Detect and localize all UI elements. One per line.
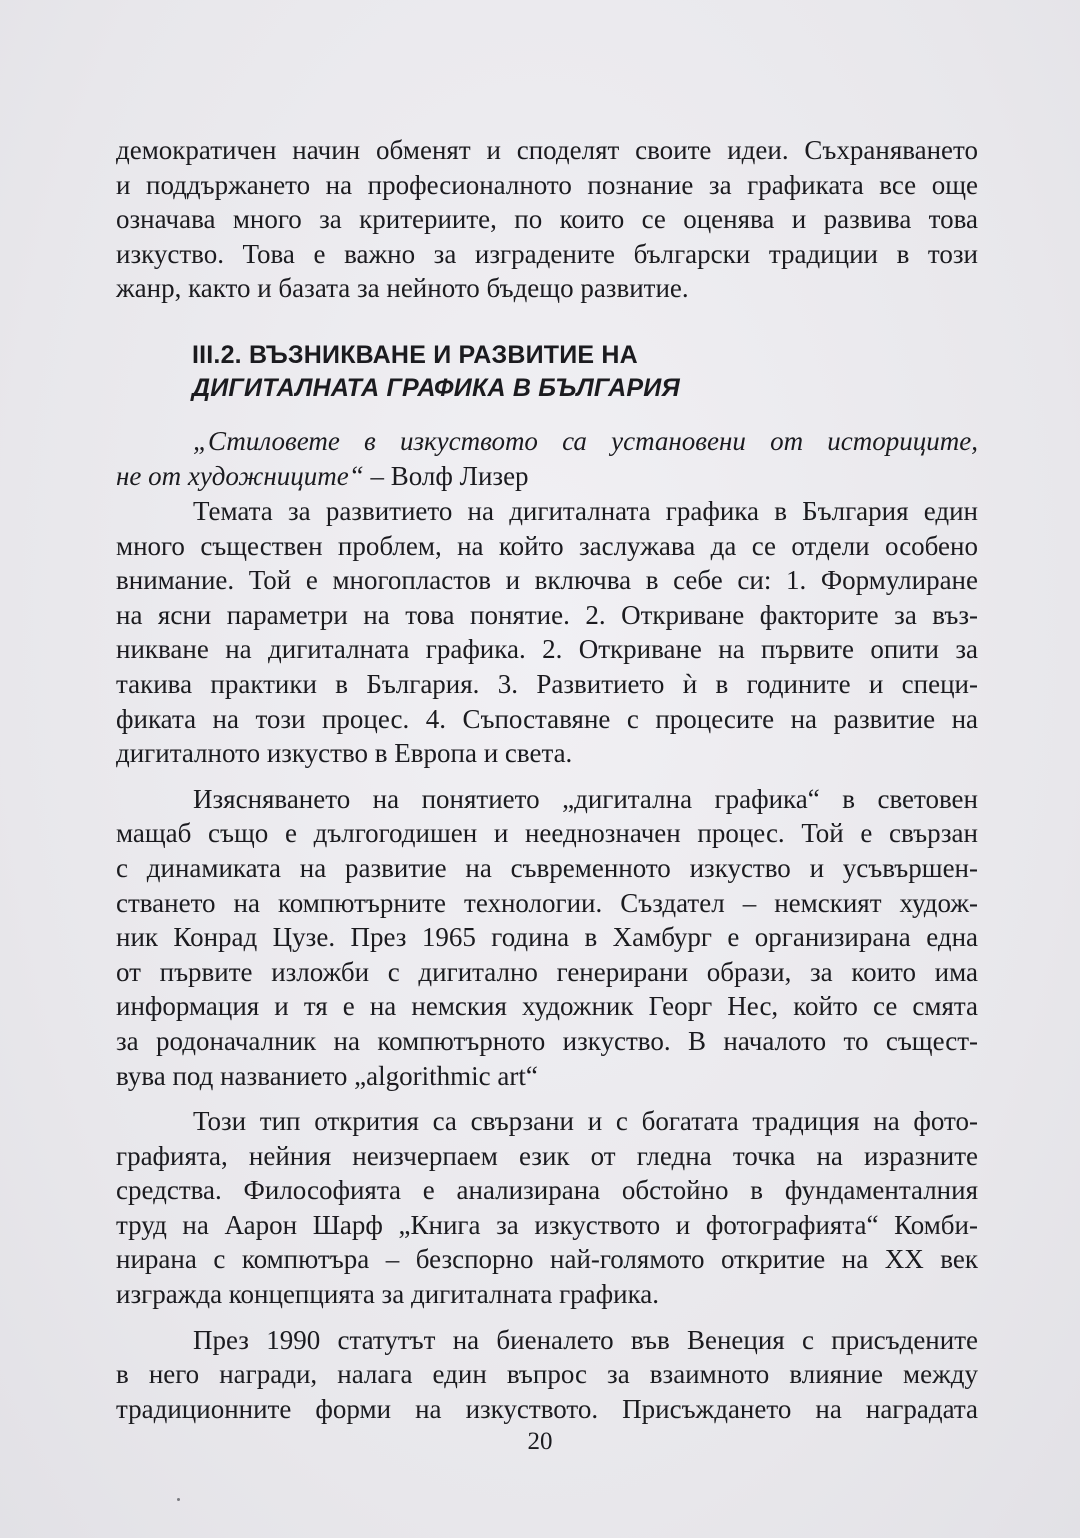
epigraph-quote-line-2: не от художниците“ xyxy=(116,460,364,491)
section-heading-line-1: III.2. ВЪЗНИКВАНЕ И РАЗВИТИЕ НА xyxy=(192,341,638,369)
text-line: труд на Аарон Шарф „Книга за изкуството и фотографията“ Комби- xyxy=(116,1209,978,1240)
text-line: информация и тя е на немския художник Георг Нес, който се смята xyxy=(116,991,978,1022)
text-line: на ясни параметри на това понятие. 2. Откриване факторите за въз- xyxy=(116,599,978,630)
text-line: жанр, както и базата за нейното бъдещо развитие. xyxy=(116,273,689,304)
text-line: ник Конрад Цузе. През 1965 година в Хамбург е организирана една xyxy=(116,922,978,953)
text-line: нирана с компютъра – безспорно най-голямото откритие на XX век xyxy=(116,1244,978,1275)
text-line: изгражда концепцията за дигиталната графика. xyxy=(116,1279,660,1310)
epigraph xyxy=(116,424,978,493)
text-line: мащаб също е дългогодишен и нееднозначен процес. Той е свързан xyxy=(116,818,978,849)
paragraph-gap xyxy=(116,771,978,782)
text-line: графията, нейния неизчерпаем език от гледна точка на изразните xyxy=(116,1140,978,1171)
text-line: демократичен начин обменят и споделят своите идеи. Съхраняването xyxy=(116,135,978,165)
epigraph-line-2 xyxy=(116,459,978,494)
text-line: дигиталното изкуство в Европа и света. xyxy=(116,738,573,769)
paragraph-gap xyxy=(116,1312,978,1323)
text-line: стването на компютърните технологии. Създател – немският худож- xyxy=(116,887,978,918)
paragraph-3 xyxy=(116,1104,978,1312)
paper-speck xyxy=(177,1498,180,1501)
text-line: такива практики в България. 3. Развитието ѝ в годините и специ- xyxy=(116,668,978,699)
text-line: фиката на този процес. 4. Съпоставяне с процесите на развитие на xyxy=(116,703,978,734)
text-line: от първите изложби с дигитално генерирани образи, за които има xyxy=(116,956,978,987)
text-line: с динамиката на развитие на съвременното изкуство и усъвършен- xyxy=(116,852,978,883)
intro-paragraph xyxy=(116,133,978,306)
page-number: 20 xyxy=(527,1428,553,1455)
paragraph-gap xyxy=(116,1093,978,1104)
epigraph-attribution: – Волф Лизер xyxy=(363,460,529,491)
text-line: средства. Философията е анализирана обстойно в фундаменталния xyxy=(116,1175,978,1206)
text-line: Този тип открития са свързани и с богатата традиция на фото- xyxy=(193,1106,978,1137)
text-line: Изясняването на понятието „дигитална графика“ в световен xyxy=(193,783,978,814)
text-line: внимание. Той е многопластов и включва в себе си: 1. Формулиране xyxy=(116,565,978,596)
text-line: и поддържането на професионалното познание за графиката все още xyxy=(116,169,978,200)
section-heading xyxy=(192,339,680,405)
text-line: традиционните форми на изкуството. Присъждането на наградата xyxy=(116,1393,978,1424)
text-line: вува под названието „algorithmic art“ xyxy=(116,1060,538,1091)
section-heading-line-2: ДИГИТАЛНАТА ГРАФИКА В БЪЛГАРИЯ xyxy=(192,374,680,402)
text-line: за родоначалник на компютърното изкуство. В началото то същест- xyxy=(116,1025,978,1056)
paragraph-2 xyxy=(116,782,978,1093)
text-line: никване на дигиталната графика. 2. Откриване на първите опити за xyxy=(116,634,978,665)
text-line: изкуство. Това е важно за изградените български традиции в този xyxy=(116,238,978,269)
text-line: в него награди, налага един въпрос за взаимното влияние между xyxy=(116,1359,978,1390)
text-line: много съществен проблем, на който заслужава да се отдели особено xyxy=(116,530,978,561)
paragraph-4 xyxy=(116,1323,978,1427)
text-line: означава много за критериите, по които се оценява и развива това xyxy=(116,204,978,235)
epigraph-quote-line-1: „Стиловете в изкуството са установени от историците, xyxy=(193,426,978,456)
paragraph-1 xyxy=(116,494,978,771)
text-line: През 1990 статутът на биеналето във Венеция с присъдените xyxy=(193,1324,978,1355)
body-text xyxy=(116,494,978,1426)
text-line: Темата за развитието на дигиталната графика в България един xyxy=(193,496,978,526)
